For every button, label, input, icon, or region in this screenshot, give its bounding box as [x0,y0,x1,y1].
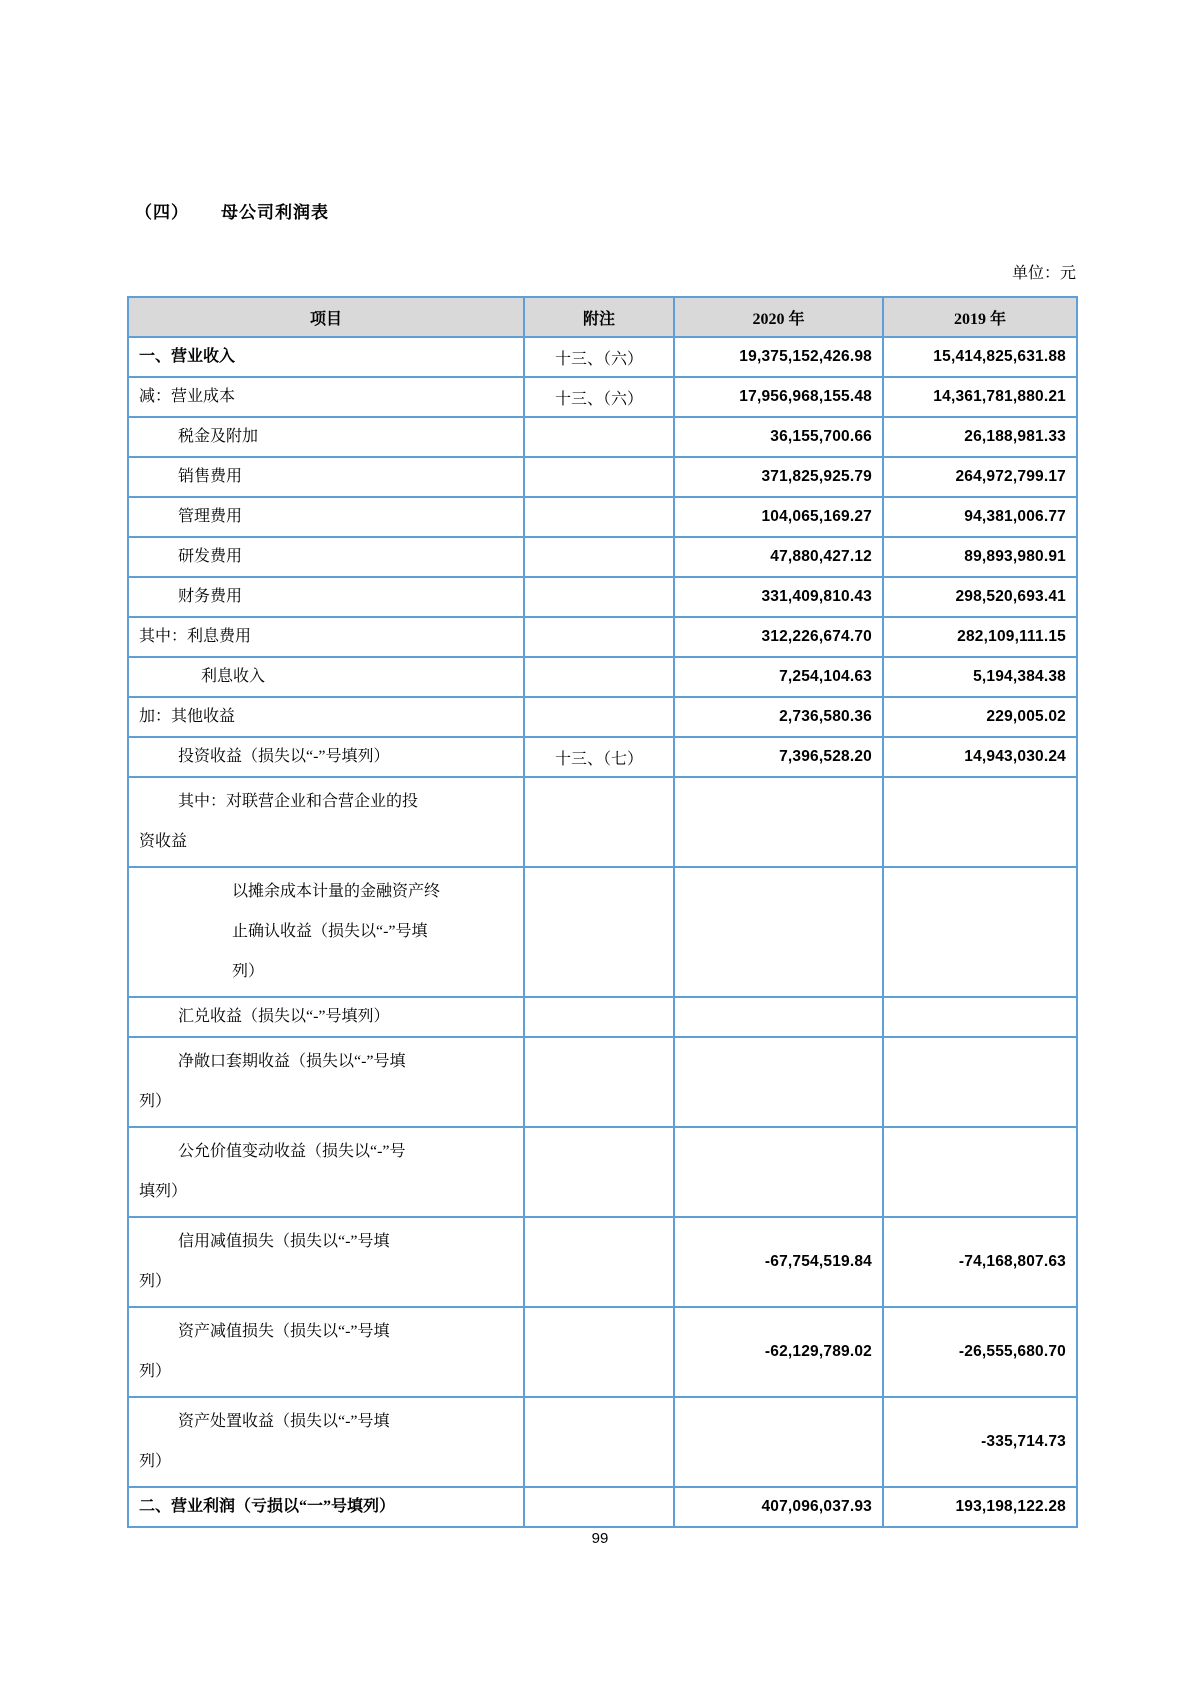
row-label: 公允价值变动收益（损失以“-”号 [178,1143,406,1160]
row-label: 净敞口套期收益（损失以“-”号填 [178,1053,406,1070]
row-value-2020 [674,997,883,1037]
table-row [128,737,1077,777]
unit-label: 单位：元 [1011,265,1076,282]
row-value-2019: 15,414,825,631.88 [883,337,1077,377]
table-row [128,1127,1077,1217]
row-value-2019: 264,972,799.17 [883,457,1077,497]
row-label: 研发费用 [178,548,243,565]
row-note [524,997,674,1037]
row-label: 以摊余成本计量的金融资产终 [232,883,441,900]
row-value-2020 [674,1127,883,1217]
row-value-2019: -335,714.73 [883,1397,1077,1487]
table-row [128,1397,1077,1487]
row-value-2019: 282,109,111.15 [883,617,1077,657]
row-note [524,867,674,997]
row-value-2019: 298,520,693.41 [883,577,1077,617]
row-label: 其中：利息费用 [139,628,252,645]
row-note: 十三、（六） [524,377,674,417]
row-value-2020: 407,096,037.93 [674,1487,883,1527]
row-label: 止确认收益（损失以“-”号填 [232,923,428,940]
row-label: 投资收益（损失以“-”号填列） [178,748,390,765]
header-row [128,297,1077,337]
row-value-2020 [674,777,883,867]
row-value-2019: 5,194,384.38 [883,657,1077,697]
table-row [128,1217,1077,1307]
section-number: （四） [135,203,189,222]
row-label: 减：营业成本 [139,388,236,405]
row-note [524,697,674,737]
row-label: 加：其他收益 [139,708,236,725]
row-value-2020: 7,254,104.63 [674,657,883,697]
row-value-2020 [674,1037,883,1127]
row-label: 列） [139,1093,172,1110]
row-value-2020: 17,956,968,155.48 [674,377,883,417]
table-row [128,377,1077,417]
row-label: 资产处置收益（损失以“-”号填 [178,1413,390,1430]
row-label: 信用减值损失（损失以“-”号填 [178,1233,390,1250]
row-note [524,457,674,497]
row-value-2020: 36,155,700.66 [674,417,883,457]
table-row [128,657,1077,697]
row-note [524,577,674,617]
row-value-2020: 312,226,674.70 [674,617,883,657]
row-value-2019: 193,198,122.28 [883,1487,1077,1527]
table-row [128,1307,1077,1397]
row-note [524,417,674,457]
row-value-2019 [883,997,1077,1037]
row-note [524,1397,674,1487]
section-title [135,198,329,223]
row-label: 其中：对联营企业和合营企业的投 [178,793,419,810]
row-value-2020: 331,409,810.43 [674,577,883,617]
col-header-item: 项目 [128,297,524,337]
row-value-2019: 14,361,781,880.21 [883,377,1077,417]
row-value-2019 [883,777,1077,867]
row-value-2020: 47,880,427.12 [674,537,883,577]
row-value-2020: -67,754,519.84 [674,1217,883,1307]
table-row [128,497,1077,537]
col-header-note: 附注 [524,297,674,337]
row-label: 一、营业收入 [139,348,236,365]
table-row [128,417,1077,457]
row-note: 十三、（七） [524,737,674,777]
row-note [524,497,674,537]
section-title-text: 母公司利润表 [221,203,329,222]
row-label: 销售费用 [178,468,243,485]
row-note [524,1127,674,1217]
table-row [128,1037,1077,1127]
row-label: 资产减值损失（损失以“-”号填 [178,1323,390,1340]
row-value-2020: -62,129,789.02 [674,1307,883,1397]
row-note [524,1487,674,1527]
row-note [524,1307,674,1397]
row-value-2019 [883,1127,1077,1217]
row-value-2019: 229,005.02 [883,697,1077,737]
row-label: 利息收入 [201,668,266,685]
row-note [524,1037,674,1127]
row-value-2019: -74,168,807.63 [883,1217,1077,1307]
row-label: 列） [139,1273,172,1290]
table-row [128,867,1077,997]
table-row [128,697,1077,737]
row-label: 管理费用 [178,508,243,525]
table-row [128,997,1077,1037]
row-value-2020: 2,736,580.36 [674,697,883,737]
row-value-2019: 26,188,981.33 [883,417,1077,457]
row-value-2019 [883,1037,1077,1127]
row-label: 列） [139,1363,172,1380]
row-value-2019: 89,893,980.91 [883,537,1077,577]
table-row [128,337,1077,377]
table-row [128,777,1077,867]
row-value-2020 [674,1397,883,1487]
col-header-2020: 2020 年 [674,297,883,337]
row-note [524,777,674,867]
row-label: 财务费用 [178,588,243,605]
row-label: 资收益 [139,833,188,850]
row-label: 填列） [139,1183,188,1200]
income-statement-table [127,296,1078,1528]
row-note [524,657,674,697]
row-value-2020: 371,825,925.79 [674,457,883,497]
table-row [128,617,1077,657]
table-row [128,1487,1077,1527]
row-value-2019: 94,381,006.77 [883,497,1077,537]
row-label: 列） [139,1453,172,1470]
row-note [524,537,674,577]
row-note [524,1217,674,1307]
row-value-2019: -26,555,680.70 [883,1307,1077,1397]
row-value-2020 [674,867,883,997]
page-number: 99 [591,1530,609,1547]
row-label: 二、营业利润（亏损以“一”号填列） [139,1498,396,1515]
col-header-2019: 2019 年 [883,297,1077,337]
table-row [128,537,1077,577]
table-row [128,457,1077,497]
row-value-2020: 104,065,169.27 [674,497,883,537]
table-row [128,577,1077,617]
row-label: 列） [232,963,265,980]
row-value-2020: 7,396,528.20 [674,737,883,777]
row-value-2019 [883,867,1077,997]
row-value-2019: 14,943,030.24 [883,737,1077,777]
row-note: 十三、（六） [524,337,674,377]
row-label: 汇兑收益（损失以“-”号填列） [178,1008,390,1025]
row-label: 税金及附加 [178,428,259,445]
row-value-2020: 19,375,152,426.98 [674,337,883,377]
row-note [524,617,674,657]
